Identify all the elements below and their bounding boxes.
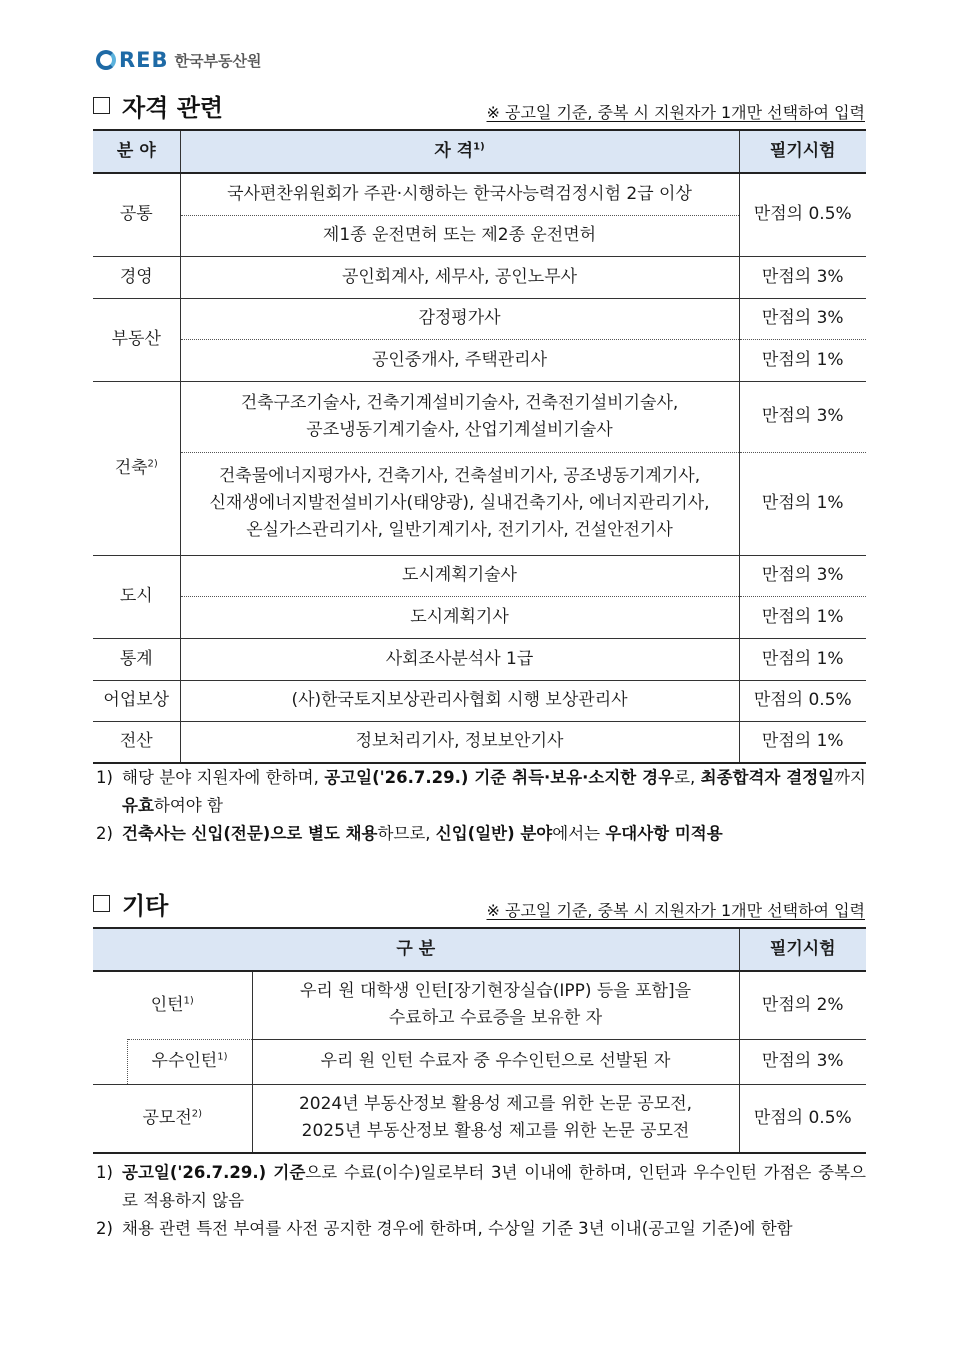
footnote-2: 2) 건축사는 신입(전문)으로 별도 채용하므로, 신입(일반) 분야에서는 우대사항 미적용: [96, 824, 723, 843]
qualification-cell: 정보처리기사, 정보보안기사: [180, 721, 739, 763]
footnote-1: 1) 해당 분야 지원자에 한하며, 공고일('26.7.29.) 기준 취득·보유·소지한 경우로, 최종합격자 결정일까지 유효하여야 함: [96, 768, 866, 815]
score-cell: 만점의 1%: [739, 721, 866, 763]
checkbox-square-icon: [93, 895, 110, 912]
header-field: 분 야: [93, 130, 180, 173]
table-row: [93, 1039, 866, 1084]
table-row: [93, 971, 866, 1039]
qualification-cell: 건축구조기술사, 건축기계설비기술사, 건축전기설비기술사, 공조냉동기계기술사, 산업기계설비기술사: [180, 381, 739, 452]
field-compensation: 어업보상: [93, 680, 180, 721]
table-row: [93, 680, 866, 721]
score-cell: 만점의 3%: [739, 256, 866, 298]
score-cell: 만점의 0.5%: [753, 204, 852, 225]
description-cell: 우리 원 인턴 수료자 중 우수인턴으로 선발된 자: [252, 1039, 739, 1084]
score-cell: 만점의 3%: [739, 555, 866, 596]
table-row: [93, 173, 866, 215]
footnote-1: 1) 공고일('26.7.29.) 기준으로 수료(이수)일로부터 3년 이내에 한하며, 인턴과 우수인턴 가점은 중복으로 적용하지 않음: [96, 1163, 866, 1210]
section-title: 기타: [93, 886, 168, 921]
qualification-cell: 공인중개사, 주택관리사: [180, 339, 739, 381]
table-header-row: [93, 130, 866, 173]
score-cell: 만점의 1%: [739, 638, 866, 680]
header-category: 구 분: [93, 928, 739, 971]
other-bonus-table: [93, 927, 866, 1154]
header-exam: 필기시험: [739, 928, 866, 971]
qualification-cell: 제1종 운전면허 또는 제2종 운전면허: [180, 215, 739, 256]
table-row: [93, 596, 866, 638]
field-city: 도시: [93, 555, 180, 638]
qualification-cell: 감정평가사: [180, 298, 739, 339]
section-title: 자격 관련: [93, 88, 223, 123]
logo-ring-icon: [96, 50, 116, 70]
score-cell: 만점의 3%: [739, 1039, 866, 1084]
field-management: 경영: [93, 256, 180, 298]
section-qualification-header: [93, 88, 865, 123]
score-cell: 만점의 0.5%: [739, 1084, 866, 1153]
qualification-cell: 사회조사분석사 1급: [180, 638, 739, 680]
qualification-cell: (사)한국토지보상관리사협회 시행 보상관리사: [180, 680, 739, 721]
field-architecture: 건축$^{2)}$: [93, 381, 180, 555]
score-cell: 만점의 1%: [739, 339, 866, 381]
qualification-cell: 공인회계사, 세무사, 공인노무사: [180, 256, 739, 298]
qualification-cell: 국사편찬위원회가 주관·시행하는 한국사능력검정시험 2급 이상: [180, 173, 739, 215]
header-qualification: 자 격$^{1)}$: [180, 130, 739, 173]
table-row: [93, 638, 866, 680]
score-cell: 만점의 2%: [761, 994, 844, 1015]
table-row: [93, 381, 866, 452]
table-row: [93, 1084, 866, 1153]
field-statistics: 통계: [93, 638, 180, 680]
table-row: [93, 298, 866, 339]
qualification-cell: 건축물에너지평가사, 건축기사, 건축설비기사, 공조냉동기계기사, 신재생에너지발전설비기사(태양광), 실내건축기사, 에너지관리기사, 온실가스관리기사, 일반기계기사, 전기기사, 건설안전기사: [180, 452, 739, 555]
category-intern: 인턴$^{1)}$: [93, 971, 252, 1039]
table-row: [93, 452, 866, 555]
table-row: [93, 721, 866, 763]
score-cell: 만점의 1%: [739, 452, 866, 555]
score-cell: 만점의 0.5%: [739, 680, 866, 721]
field-common: 공통: [93, 173, 180, 256]
company-logo: [96, 46, 261, 74]
checkbox-square-icon: [93, 97, 110, 114]
score-cell: 만점의 3%: [739, 381, 866, 452]
section-note: ※ 공고일 기준, 중복 시 지원자가 1개만 선택하여 입력: [486, 103, 865, 122]
qualification-cell: 도시계획기사: [180, 596, 739, 638]
qualification-table: [93, 129, 866, 764]
category-best-intern: 우수인턴$^{1)}$: [127, 1039, 252, 1084]
score-cell: 만점의 3%: [739, 298, 866, 339]
category-contest: 공모전$^{2)}$: [93, 1084, 252, 1153]
field-real-estate: 부동산: [93, 298, 180, 381]
description-cell: 2024년 부동산정보 활용성 제고를 위한 논문 공모전, 2025년 부동산정보 활용성 제고를 위한 논문 공모전: [252, 1084, 739, 1153]
reb-logo-mark: REB: [96, 48, 169, 72]
qualification-cell: 도시계획기술사: [180, 555, 739, 596]
section-other-header: [93, 886, 865, 921]
description-cell: 우리 원 대학생 인턴[장기현장실습(IPP) 등을 포함]을 수료하고 수료증을 보유한 자: [252, 971, 739, 1039]
company-name: 한국부동산원: [174, 51, 262, 70]
table-header-row: [93, 928, 866, 971]
other-footnotes: [96, 1159, 866, 1243]
table-row: [93, 339, 866, 381]
table-row: [93, 256, 866, 298]
section-note: ※ 공고일 기준, 중복 시 지원자가 1개만 선택하여 입력: [486, 901, 865, 920]
field-it: 전산: [93, 721, 180, 763]
header-exam: 필기시험: [739, 130, 866, 173]
score-cell: 만점의 1%: [739, 596, 866, 638]
footnote-2: 2) 채용 관련 특전 부여를 사전 공지한 경우에 한하며, 수상일 기준 3년 이내(공고일 기준)에 한함: [96, 1219, 793, 1238]
qualification-footnotes: [96, 764, 866, 848]
table-row: [93, 555, 866, 596]
